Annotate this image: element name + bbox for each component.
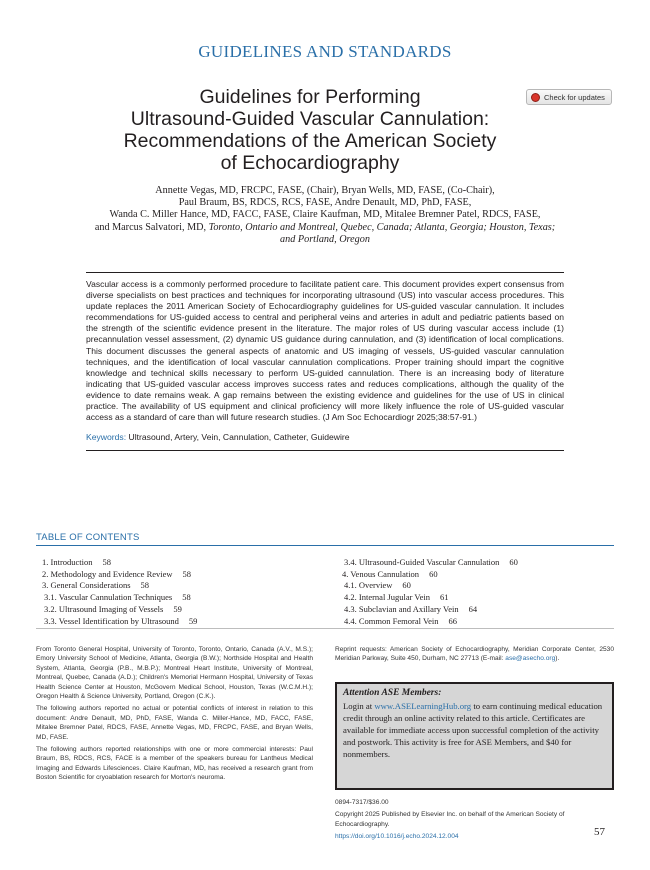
ase-learning-hub-link[interactable]: www.ASELearningHub.org [374,701,472,711]
ase-box-body [343,700,606,760]
toc-item-page: 58 [182,592,191,603]
author-line: Paul Braum, BS, RDCS, RCS, FASE, Andre Denault, MD, PhD, FASE, [178,197,472,209]
toc-column-left [40,557,310,627]
toc-item-number: 4. [342,568,349,579]
no-conflicts-text: The following authors reported no actual or potential conflicts of interest in relation to this document: Andre Denault, MD, PhD, FASE, Wanda C. Miller-Hance, MD, FACC, FASE, Mitalee Bremner Patel, RDCS, FASE, Annette Vegas, MD, FRCPC, FASE, and Bryan Wells, MD, FASE. [36,705,313,741]
author-names: and Marcus Salvatori, MD, [94,221,207,233]
toc-column-right [340,557,610,627]
toc-item[interactable] [40,580,310,592]
toc-item-number: 4.4. [344,615,357,626]
toc-item-page: 61 [440,592,449,603]
publication-info [335,798,614,845]
toc-item-page: 60 [402,580,411,591]
toc-item-page: 59 [173,603,182,614]
toc-item-number: 1. [42,557,49,567]
toc-divider [36,545,614,546]
reprint-email-link[interactable]: ase@asecho.org [505,655,556,663]
ase-body-text: to earn continuing medical education credit through an online activity related to this article. Certificates are available for immediate access upon successful completion of the activity and postwork. This activity is free for ASE Members, and $40 for nonmembers. [343,701,603,759]
section-header: GUIDELINES AND STANDARDS [198,42,452,61]
affiliations [36,645,313,786]
toc-item-label: Introduction [50,557,93,567]
toc-heading: TABLE OF CONTENTS [36,532,140,543]
abstract-text: Vascular access is a commonly performed procedure to facilitate patient care. This document provides expert consensus from diverse specialists on best practices and techniques for incorporating ultrasound (US) into vascular access procedures. This update replaces the 2011 American Society of Echocardiography guidelines for US-guided vascular cannulation. It includes recommendations for US-guided access to central and peripheral veins and arteries in adult and pediatric patients based on the strength of the scientific evidence present in the literature. The major roles of US during vascular access include (1) precannulation vessel assessment, (2) dynamic US guidance during cannulation, and (3) identification of local complications. This document discusses the general aspects of anatomic and US imaging of vessels, US-guided vascular cannulation techniques, and the identification of local vascular cannulation complications. Proper training should impart the cognitive knowledge and technical skills necessary to perform US-guided cannulation. There is an increasing body of literature indicating that US-guided vascular access improves success rates and reduces complications, although the quality of the evidence to date remains weak. A gap remains between the existing evidence and guidelines for the use of US in clinical practice. The availability of US equipment and clinical proficiency will more likely influence the role of US-guided vascular access as a standard of care than will future research studies. (J Am Soc Echocardiogr 2025;38:57-91.) [86,279,564,423]
toc-item-number: 3. [42,580,49,591]
toc-item[interactable] [40,569,310,581]
check-updates-icon [531,93,540,102]
toc-item[interactable] [40,616,310,628]
copyright: Copyright 2025 Published by Elsevier Inc. on behalf of the American Society of Echocardiography. [335,811,565,828]
toc-item-page: 60 [429,568,438,579]
ase-box-heading: Attention ASE Members: [343,688,442,698]
toc-item[interactable] [40,604,310,616]
toc-item[interactable] [340,616,610,628]
toc-item-label: Venous Cannulation [350,568,420,579]
toc-item-label: Ultrasound-Guided Vascular Cannulation [358,557,500,567]
toc-item-page: 58 [140,580,150,591]
toc-item-number: 2. [42,568,49,579]
toc-item-label: Ultrasound Imaging of Vessels [58,603,164,614]
toc-item-label: Internal Jugular Vein [358,592,431,603]
issn: 0894-7317/$36.00 [335,799,389,806]
toc-item-page: 64 [468,603,478,614]
check-for-updates-button[interactable] [526,89,612,105]
toc-item-page: 58 [102,557,112,567]
keywords [86,432,564,443]
author-line: Wanda C. Miller Hance, MD, FACC, FASE, Claire Kaufman, MD, Mitalee Bremner Patel, RDCS, FASE, [109,209,541,221]
affiliation-text: From Toronto General Hospital, University of Toronto, Toronto, Ontario, Canada (A.V., M.S.); Emory University School of Medicine, Atlanta, Georgia (B.W.); Northside Hospital and Health System, Atlanta, Georgia (P.B., M.B.P.); Montreal Heart Institute, University of Montreal, Montreal, Quebec, Canada (A.D.); Children's Memorial Hermann Hospital, University of Texas Health Science Center at Houston, McGovern Medical School, Houston, Texas (W.C.M.H.); Oregon Health & Science University, Portland, Oregon (C.K.). [36,646,313,701]
reprint-text: Reprint requests: American Society of Echocardiography, Meridian Corporate Center, 2530 Meridian Parkway, Suite 450, Durham, NC 27713 (E-mail: [335,646,614,663]
ase-pre-link: Login at [343,701,373,711]
toc-item[interactable] [340,580,610,592]
keywords-label: Keywords: [86,432,127,443]
toc-item-label: Overview [358,580,393,591]
reprint-requests [335,645,614,664]
title-line: of Echocardiography [220,152,400,174]
toc-item[interactable] [340,604,610,616]
toc-bottom-divider [36,628,614,629]
toc-item[interactable] [40,557,310,569]
toc-item-label: Methodology and Evidence Review [50,568,173,579]
author-line [60,222,590,234]
toc-item-number: 4.3. [344,603,357,614]
author-locations: Toronto, Ontario and Montreal, Quebec, Canada; Atlanta, Georgia; Houston, Texas; [208,221,556,233]
toc-item-label: General Considerations [50,580,131,591]
author-list [60,185,590,246]
page-number: 57 [594,826,605,838]
article-title [100,86,520,174]
toc-item-label: Common Femoral Vein [358,615,439,626]
toc-item[interactable] [340,569,610,581]
toc-item-label: Vessel Identification by Ultrasound [58,615,179,626]
toc-item-label: Vascular Cannulation Techniques [58,592,173,603]
toc-item[interactable] [40,592,310,604]
toc-item-label: Subclavian and Axillary Vein [358,603,459,614]
toc-item-page: 66 [448,615,458,626]
toc-item-page: 59 [188,615,198,626]
author-line: Annette Vegas, MD, FRCPC, FASE, (Chair), Bryan Wells, MD, FASE, (Co-Chair), [155,185,495,196]
author-line [60,234,590,246]
toc-item-number: 3.4. [344,557,357,567]
title-line: Ultrasound-Guided Vascular Cannulation: [130,108,490,130]
toc-item[interactable] [340,592,610,604]
doi-link[interactable]: https://doi.org/10.1016/j.echo.2024.12.004 [335,833,459,841]
reprint-close: ). [555,655,560,663]
toc-item-page: 60 [509,557,518,567]
author-locations-end: and Portland, Oregon [280,233,370,245]
title-line: Guidelines for Performing [199,86,421,108]
keywords-list: Ultrasound, Artery, Vein, Cannulation, Catheter, Guidewire [128,432,350,443]
abstract [86,272,564,451]
toc-item-number: 3.3. [44,615,57,626]
check-updates-label: Check for updates [544,92,605,102]
toc-item[interactable] [340,557,610,569]
toc-item-number: 3.2. [44,603,57,614]
relationships-text: The following authors reported relationships with one or more commercial interests: Paul Braum, BS, RDCS, RCS, FACE is a member of the speakers bureau for Lantheus Medical Imaging and Edwards Lifesciences. Claire Kaufman, MD, has received a research grant from Boston Scientific for cryoablation research for Morton's neuroma. [36,746,313,782]
toc-item-number: 4.2. [344,592,357,603]
title-line: Recommendations of the American Society [123,130,497,152]
toc-item-number: 4.1. [344,580,357,591]
toc-item-page: 58 [182,568,192,579]
toc-item-number: 3.1. [44,592,57,603]
ase-members-box [335,682,614,790]
